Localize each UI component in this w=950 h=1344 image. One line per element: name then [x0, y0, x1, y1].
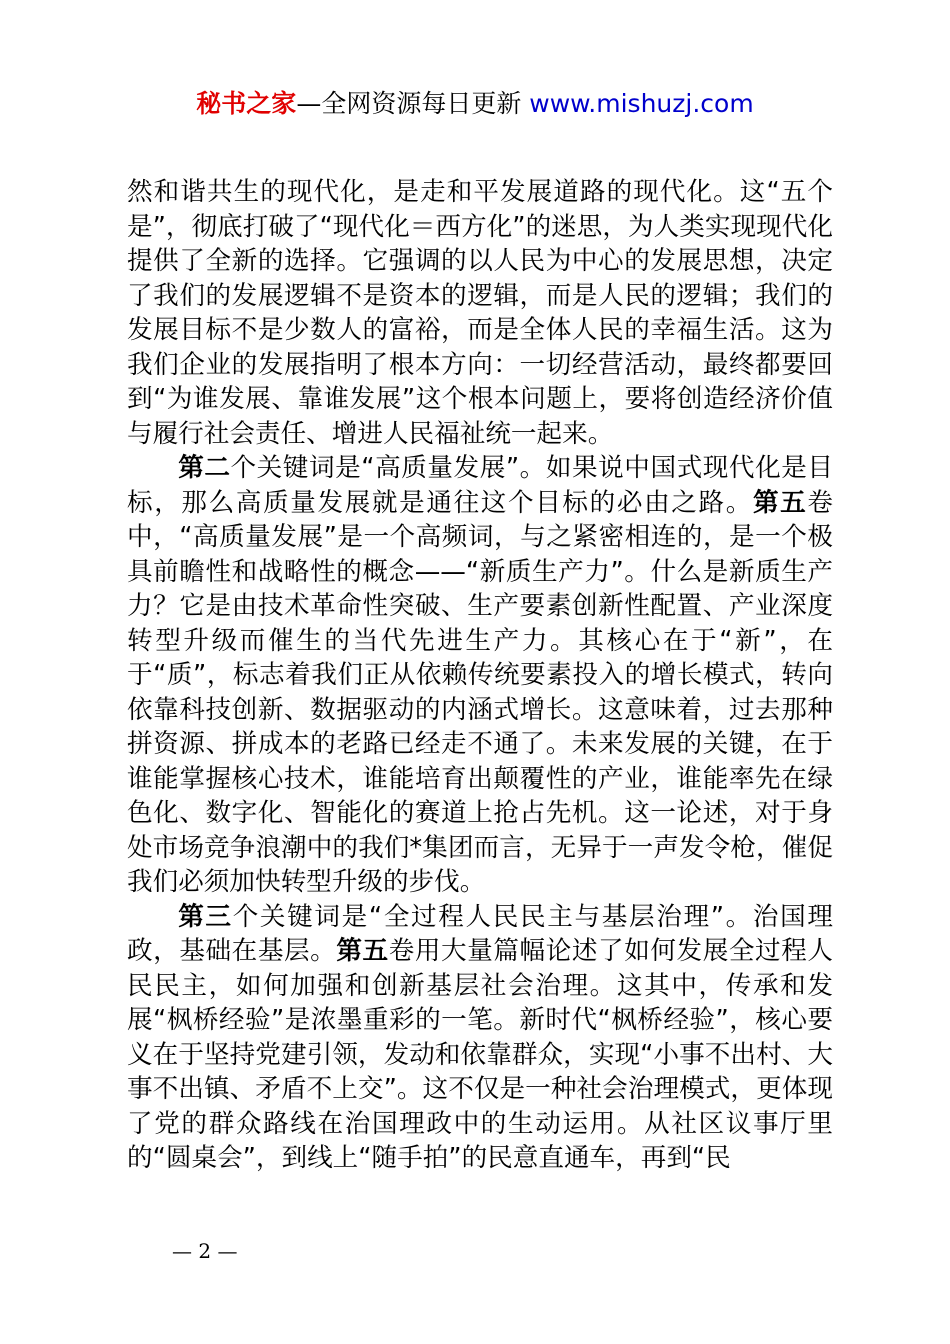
- page-number: — 2 —: [172, 1239, 238, 1263]
- paragraph-2-text-2: 卷中，“高质量发展”是一个高频词，与之紧密相连的，是一个极具前瞻性和战略性的概念——“新质生产力”。什么是新质生产力？它是由技术革命性突破、生产要素创新性配置、产业深度转型升级而催生的当代先进生产力。其核心在于“新”，在于“质”，标志着我们正从依赖传统要素投入的增长模式，转向依靠科技创新、数据驱动的内涵式增长。这意味着，过去那种拼资源、拼成本的老路已经走不通了。未来发展的关键，在于谁能掌握核心技术，谁能培育出颠覆性的产业，谁能率先在绿色化、数字化、智能化的赛道上抢占先机。这一论述，对于身处市场竞争浪潮中的我们*集团而言，无异于一声发令枪，催促我们必须加快转型升级的步伐。: [127, 487, 833, 897]
- paragraph-2-text-1: 个关键词是“高质量发展”。如果说中国式现代化是目标，那么高质量发展就是通往这个目标的必由之路。: [127, 453, 833, 518]
- header-tagline: —全网资源每日更新: [296, 89, 530, 118]
- paragraph-2-lead: 第二: [178, 453, 231, 483]
- paragraph-3-text-1: 个关键词是“全过程人民民主与基层治理”。治国理政，基础在基层。: [127, 901, 833, 966]
- page-header: [0, 86, 950, 122]
- body-text: [127, 175, 833, 1176]
- header-url[interactable]: www.mishuzj.com: [529, 89, 754, 118]
- paragraph-1-text: 然和谐共生的现代化，是走和平发展道路的现代化。这“五个是”，彻底打破了“现代化＝西方化”的迷思，为人类实现现代化提供了全新的选择。它强调的以人民为中心的发展思想，决定了我们的发展逻辑不是资本的逻辑，而是人民的逻辑；我们的发展目标不是少数人的富裕，而是全体人民的幸福生活。这为我们企业的发展指明了根本方向：一切经营活动，最终都要回到“为谁发展、靠谁发展”这个根本问题上，要将创造经济价值与履行社会责任、增进人民福祉统一起来。: [127, 177, 833, 449]
- paragraph-3-bold-2: 第五: [336, 936, 389, 966]
- paragraph-3: [127, 900, 833, 1176]
- brand-name: 秘书之家: [196, 89, 297, 118]
- paragraph-1: [127, 175, 833, 451]
- paragraph-2-bold-2: 第五: [752, 487, 808, 518]
- paragraph-3-text-2: 卷用大量篇幅论述了如何发展全过程人民民主，如何加强和创新基层社会治理。这其中，传承和发展“枫桥经验”是浓墨重彩的一笔。新时代“枫桥经验”，核心要义在于坚持党建引领，发动和依靠群众，实现“小事不出村、大事不出镇、矛盾不上交”。这不仅是一种社会治理模式，更体现了党的群众路线在治国理政中的生动运用。从社区议事厅里的“圆桌会”，到线上“随手拍”的民意直通车，再到“民: [127, 936, 833, 1173]
- paragraph-3-lead: 第三: [178, 901, 233, 932]
- paragraph-2: [127, 451, 833, 900]
